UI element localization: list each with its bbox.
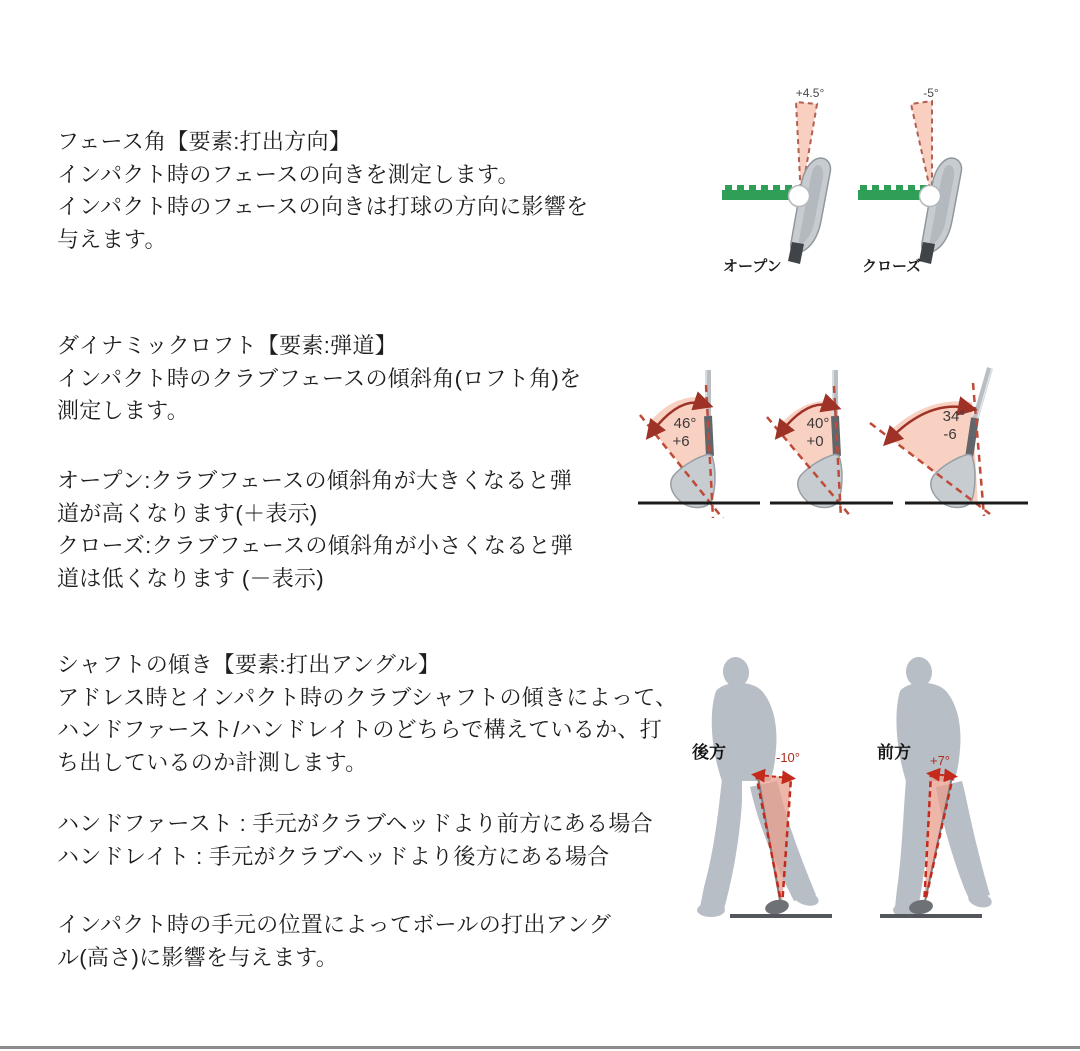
rear-angle-label: -10° bbox=[776, 750, 800, 765]
bottom-divider-rule bbox=[0, 1046, 1080, 1049]
loft-value: 46° bbox=[673, 415, 697, 432]
text-line: インパクト時のクラブフェースの傾斜角(ロフト角)を bbox=[57, 365, 582, 391]
club-head-icon bbox=[764, 898, 790, 917]
loft-panel-closed bbox=[870, 368, 1028, 516]
iron-club-icon bbox=[919, 158, 962, 264]
close-caption: クローズ bbox=[862, 258, 922, 275]
text-line: 与えます。 bbox=[57, 226, 167, 252]
text-line: ち出しているのか計測します。 bbox=[57, 749, 368, 775]
hand-first-late-paragraph bbox=[57, 808, 653, 873]
hand-late-panel bbox=[691, 655, 832, 917]
face-angle-diagram bbox=[688, 80, 1018, 280]
text-line: ハンドファースト/ハンドレイトのどちらで構えているか、打 bbox=[57, 717, 662, 742]
loft-delta: +0 bbox=[806, 433, 824, 450]
dynamic-loft-diagram bbox=[628, 358, 1032, 518]
text-line: ル(高さ)に影響を与えます。 bbox=[57, 944, 339, 970]
text-line: インパクト時のフェースの向きは打球の方向に影響を bbox=[57, 194, 589, 219]
loft-delta: +6 bbox=[672, 433, 690, 450]
loft-panel-open bbox=[638, 370, 760, 518]
shaft-lean-diagram bbox=[652, 645, 1052, 937]
front-caption: 前方 bbox=[877, 743, 911, 762]
section-shaft-lean-text bbox=[57, 649, 677, 779]
close-angle-label: -5° bbox=[923, 86, 939, 100]
loft-value: 40° bbox=[806, 415, 830, 432]
rear-caption: 後方 bbox=[692, 743, 726, 762]
open-close-paragraph bbox=[57, 465, 573, 595]
text-line: 道が高くなります(＋表示) bbox=[57, 500, 318, 526]
open-angle-label: +4.5° bbox=[795, 86, 825, 100]
text-line: インパクト時の手元の位置によってボールの打出アング bbox=[57, 912, 612, 937]
section-face-angle-text bbox=[57, 126, 588, 256]
text-line: クローズ:クラブフェースの傾斜角が小さくなると弾 bbox=[57, 533, 574, 558]
loft-delta: -6 bbox=[943, 426, 957, 443]
text-line: ハンドファースト : 手元がクラブヘッドより前方にある場合 bbox=[57, 811, 653, 836]
hand-first-panel bbox=[877, 656, 993, 917]
loft-value: 34° bbox=[942, 408, 966, 425]
text-line: 測定します。 bbox=[57, 398, 190, 423]
open-caption: オープン bbox=[723, 258, 782, 275]
text-line: 道は低くなります (－表示) bbox=[57, 565, 324, 591]
close-club-panel bbox=[858, 86, 962, 275]
section-title: フェース角【要素:打出方向】 bbox=[57, 129, 352, 154]
open-club-panel bbox=[722, 86, 831, 275]
iron-club-icon bbox=[788, 158, 831, 264]
text-line: アドレス時とインパクト時のクラブシャフトの傾きによって、 bbox=[57, 684, 678, 710]
section-dynamic-loft-text bbox=[57, 330, 581, 428]
loft-panel-neutral bbox=[767, 370, 893, 518]
front-angle-label: +7° bbox=[929, 753, 951, 768]
target-line-grass bbox=[858, 190, 928, 200]
text-line: インパクト時のフェースの向きを測定します。 bbox=[57, 161, 520, 187]
face-angle-wedge bbox=[911, 101, 932, 198]
text-line: ハンドレイト : 手元がクラブヘッドより後方にある場合 bbox=[57, 843, 610, 869]
launch-angle-effect-paragraph bbox=[57, 909, 611, 974]
section-title: ダイナミックロフト【要素:弾道】 bbox=[57, 333, 398, 358]
section-title: シャフトの傾き【要素:打出アングル】 bbox=[57, 652, 441, 677]
text-line: オープン:クラブフェースの傾斜角が大きくなると弾 bbox=[57, 468, 573, 493]
